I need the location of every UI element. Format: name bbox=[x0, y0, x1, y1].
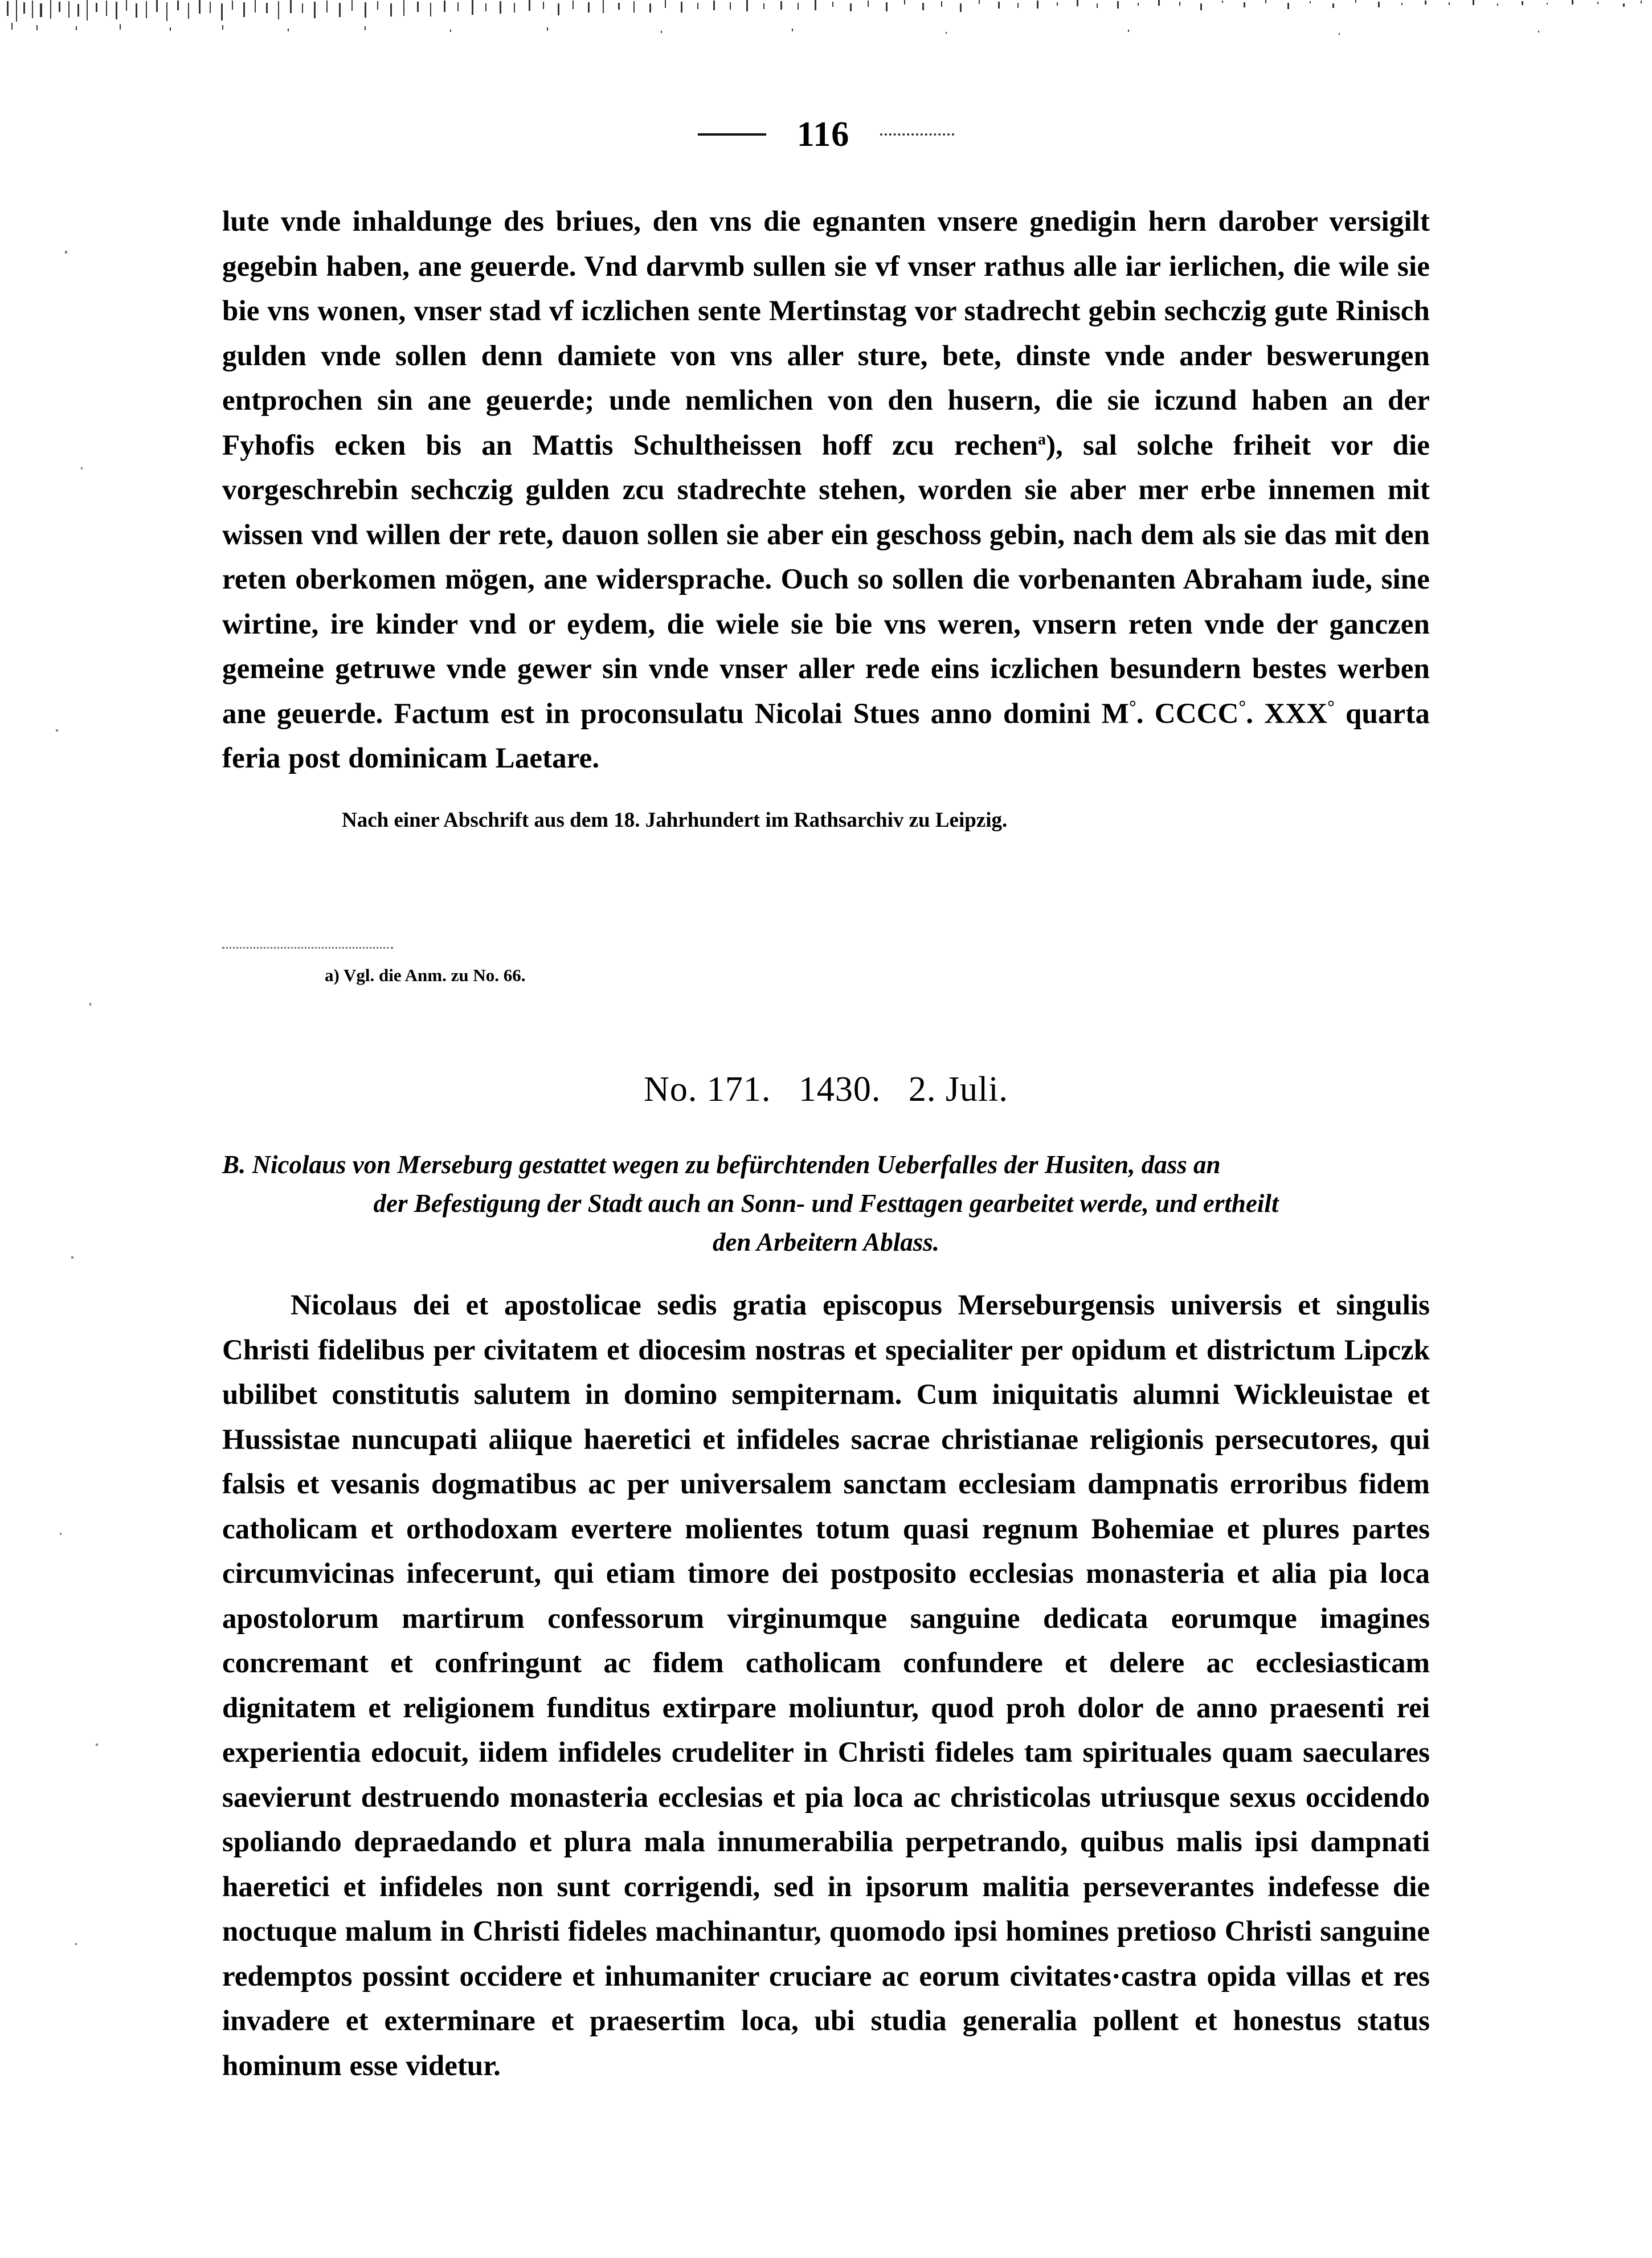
regest-line-3: den Arbeitern Ablass. bbox=[713, 1228, 939, 1256]
document-1-date-tail: quarta feria post dominicam Laetare. bbox=[222, 697, 1430, 774]
footnote-a: a) Vgl. die Anm. zu No. 66. bbox=[325, 965, 526, 985]
head-rule-right-icon bbox=[880, 133, 954, 136]
document-2-regest bbox=[222, 1145, 1430, 1261]
document-2-latin-block bbox=[222, 1283, 1430, 2088]
document-1-source-note: Nach einer Abschrift aus dem 18. Jahrhundert im Rathsarchiv zu Leipzig. bbox=[342, 808, 1008, 832]
document-2-date: 2. Juli. bbox=[908, 1070, 1008, 1109]
footnote-reference-a[interactable]: a bbox=[1037, 430, 1046, 448]
running-head bbox=[0, 117, 1652, 152]
document-1-date-part-3: . XXX bbox=[1246, 697, 1328, 730]
document-1-body bbox=[222, 199, 1430, 781]
scan-noise-top bbox=[0, 0, 1652, 40]
head-rule-left-icon bbox=[698, 133, 766, 136]
degree-mark-3: ° bbox=[1327, 696, 1335, 717]
document-2-year: 1430. bbox=[798, 1070, 881, 1109]
regest-line-1: B. Nicolaus von Merseburg gestattet wegen zu befürchtenden Ueberfalles der Husiten, dass an bbox=[222, 1150, 1221, 1179]
degree-mark-2: ° bbox=[1238, 696, 1246, 717]
document-2-body: Nicolaus dei et apostolicae sedis gratia episcopus Merseburgensis universis et singulis Christi fidelibus per civitatem et diocesim nostras et specialiter per opidum et districtum Lipczk ubilibet constitutis salutem in domino sempiternam. Cum iniquitatis alumni Wickleuistae et Hussistae nuncupati aliique haeretici et infideles sacrae christianae religionis persecutores, qui falsis et vesanis dogmatibus ac per universalem sanctam ecclesiam dampnatis erroribus fidem catholicam et orthodoxam evertere molientes totum quasi regnum Bohemiae et plures partes circumvicinas infecerunt, qui etiam timore dei postposito ecclesias monasteria et alia pia loca apostolorum martirum confessorum virginumque sanguine dedicata eorumque imagines concremant et confringunt ac fidem catholicam confundere et delere ac ecclesiasticam dignitatem et religionem funditus extirpare moliuntur, quod proh dolor de anno praesenti rei experientia edocuit, iidem infideles crudeliter in Christi fideles tam spirituales quam saeculares saevierunt destruendo monasteria ecclesias et pia loca ac christicolas utriusque sexus occidendo spoliando depraedando et plura mala innumerabilia perpetrando, quibus malis ipsi dampnati haeretici et infideles non sunt corrigendi, sed in ipsorum malitia perseverantes indefesse die noctuque malum in Christi fideles machinantur, quomodo ipsi homines pretioso Christi sanguine redemptos possint occidere et inhumaniter cruciare ac eorum civitates·castra opida villas et res invadere et exterminare et praesertim loca, ubi studia generalia pollent et honestus status hominum esse videtur. bbox=[222, 1289, 1430, 2082]
document-1-textblock bbox=[222, 199, 1430, 835]
scan-noise-left-margin bbox=[46, 171, 114, 2051]
document-2-number: No. 171. bbox=[644, 1070, 771, 1109]
document-1-body-part-2: ), sal solche friheit vor die vorgeschrebin sechczig gulden zcu stadrechte stehen, worden sie aber mer erbe innemen mit wissen vnd willen der rete, dauon sollen sie aber ein geschoss gebin, nach dem als sie das mit den reten oberkomen mögen, ane widersprache. Ouch so sollen die vorbenanten Abraham iude, sine wirtine, ire kinder vnd or eydem, die wiele sie bie vns weren, vnsern reten vnde der ganczen gemeine getruwe vnde gewer sin vnde vnser aller rede eins iczlichen besundern bestes werben ane geuerde. Factum est in proconsulatu Nicolai Stues anno domini M bbox=[222, 429, 1430, 730]
document-1-date-part-2: . CCCC bbox=[1136, 697, 1239, 730]
degree-mark-1: ° bbox=[1129, 696, 1136, 717]
document-2-heading bbox=[0, 1068, 1652, 1110]
page-number: 116 bbox=[796, 115, 850, 154]
footnote-zone bbox=[222, 947, 1430, 987]
regest-line-2: der Befestigung der Stadt auch an Sonn- und Festtagen gearbeitet werde, und ertheilt bbox=[373, 1189, 1279, 1218]
document-1-body-part-1: lute vnde inhaldunge des briues, den vns die egnanten vnsere gnedigin hern darober versigilt gegebin haben, ane geuerde. Vnd darvmb sullen sie vf vnser rathus alle iar ierlichen, die wile sie bie vns wonen, vnser stad vf iczlichen sente Mertinstag vor stadrecht gebin sechczig gute Rinisch gulden vnde sollen denn damiete von vns aller sture, bete, dinste vnde ander beswerungen entprochen sin ane geuerde; unde nemlichen von den husern, die sie iczund haben an der Fyhofis ecken bis an Mattis Schultheissen hoff zcu rechen bbox=[222, 206, 1430, 462]
footnote-separator-rule bbox=[222, 947, 393, 949]
